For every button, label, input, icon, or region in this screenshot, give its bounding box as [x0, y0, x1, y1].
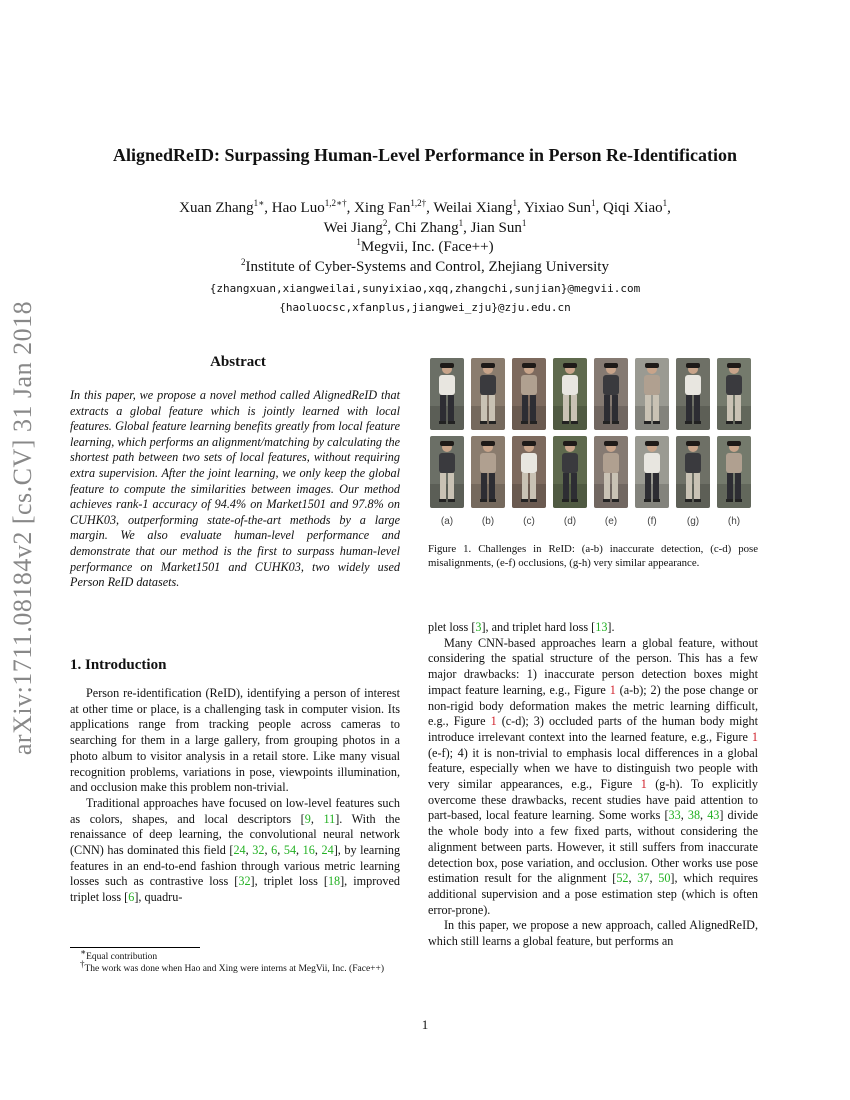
person-crop-image	[553, 358, 587, 430]
person-crop-image	[512, 436, 546, 508]
author-affiliation-mark: 1	[591, 198, 596, 208]
affiliation-2-sup: 2	[241, 257, 246, 267]
author-name: Xing Fan	[354, 200, 411, 216]
text-run: ], improved triplet loss [	[70, 874, 400, 905]
figure-reference-link[interactable]: 1	[751, 729, 758, 744]
author-name: Weilai Xiang	[433, 200, 513, 216]
page-number: 1	[421, 1017, 429, 1032]
person-crop-image	[717, 358, 751, 430]
author-line-2	[0, 220, 850, 237]
introduction-heading: 1. Introduction	[70, 657, 167, 673]
citation-link[interactable]: 13	[595, 620, 608, 634]
text-run: plet loss [	[428, 620, 476, 634]
text-run: In this paper, we propose a new approach, called AlignedReID, which still learns a global feature, but performs an	[428, 918, 758, 949]
citation-link[interactable]: 11	[323, 811, 336, 826]
text-run: ,	[264, 843, 272, 858]
text-run: ,	[245, 843, 253, 858]
citation-link[interactable]: 18	[327, 874, 341, 889]
figure-sublabel: (d)	[563, 516, 577, 527]
citation-link[interactable]: 24	[233, 843, 246, 858]
text-run: ,	[649, 871, 659, 886]
body-paragraph	[70, 686, 400, 796]
citation-link[interactable]: 6	[271, 843, 278, 858]
author-affiliation-mark: 1	[521, 218, 527, 228]
paper-title: AlignedReID: Surpassing Human-Level Performance in Person Re-Identification	[113, 145, 737, 165]
affiliation-2	[0, 259, 850, 276]
author-affiliation-mark: 1∗	[253, 198, 265, 208]
text-run: ], which requires additional supervision and a pose estimation step (which is often error-prone).	[428, 871, 758, 917]
author-name: Yixiao Sun	[523, 200, 592, 216]
figure-sublabel: (g)	[686, 516, 700, 527]
person-crop-image	[676, 436, 710, 508]
person-crop-image	[635, 358, 669, 430]
text-run: (e-f); 4) it is non-trivial to emphasis local differences in a global feature, especially when we have to distinguish two people with very similar appearances, e.g., Figure	[428, 745, 758, 792]
author-separator: ,	[264, 200, 272, 216]
citation-link[interactable]: 9	[304, 811, 311, 826]
text-run: ]. With the renaissance of deep learning, the convolutional neural network (CNN) has dominated this field [	[70, 811, 401, 858]
person-crop-image	[471, 436, 505, 508]
author-name: Chi Zhang	[394, 220, 459, 236]
footnotes	[70, 946, 400, 975]
text-run: ,	[680, 808, 688, 823]
author-name: Wei Jiang	[323, 220, 383, 236]
author-separator: ,	[387, 220, 395, 236]
footnote-1-text: Equal contribution	[86, 952, 158, 962]
text-run: Many CNN-based approaches learn a global feature, without considering the spatial structure of the person. This has a few major drawbacks: 1) inaccurate person detection boxes might impact feature learning, e.g., Figure	[428, 635, 758, 697]
author-line-1	[0, 200, 850, 217]
figure-reference-link[interactable]: 1	[490, 714, 497, 729]
author-name: Xuan Zhang	[179, 200, 254, 216]
text-run: (g-h). To explicitly overcome these drawbacks, recent studies have paid attention to part-based, local feature learning. Some works [	[428, 777, 758, 823]
figure-reference-link[interactable]: 1	[609, 682, 616, 697]
affiliation-1-sup: 1	[356, 237, 361, 247]
text-run: ,	[314, 843, 322, 858]
body-paragraph	[428, 918, 758, 949]
person-crop-image	[553, 436, 587, 508]
email-line-2[interactable]: {haoluocsc,xfanplus,jiangwei_zju}@zju.edu.cn	[279, 301, 571, 314]
author-separator: ,	[463, 220, 471, 236]
text-run: ,	[296, 843, 303, 858]
citation-link[interactable]: 37	[637, 871, 650, 886]
author-affiliation-mark: 2	[382, 218, 388, 228]
figure-1-caption: Figure 1. Challenges in ReID: (a-b) inaccurate detection, (c-d) pose misalignments, (e-f) occlusions, (g-h) very similar appearance.	[428, 543, 758, 569]
footnote-1-mark: ∗	[80, 946, 87, 957]
introduction-right-column	[428, 620, 758, 950]
person-crop-image	[430, 436, 464, 508]
text-run: Person re-identification (ReID), identifying a person of interest at other time or place, is a challenging task in computer vision. Its applications range from tracking people across cameras to searching for them in a large gallery, from grouping photos in a photo album to visitor analysis in a retail store. Like many visual recognition problems, variations in pose, viewpoints illumination, and occlusion make this problem non-trivial.	[70, 686, 400, 795]
text-run: ], triplet loss [	[250, 874, 328, 889]
text-run: ,	[700, 808, 708, 823]
figure-1-sublabels	[430, 516, 760, 530]
footnote-rule	[70, 947, 200, 948]
figure-sublabel: (a)	[440, 516, 454, 527]
citation-link[interactable]: 32	[252, 843, 265, 858]
person-crop-image	[594, 358, 628, 430]
affiliation-1	[0, 239, 850, 256]
person-crop-image	[635, 436, 669, 508]
citation-link[interactable]: 43	[707, 808, 720, 823]
citation-link[interactable]: 33	[668, 808, 681, 823]
abstract-text: In this paper, we propose a novel method called AlignedReID that extracts a global feature which is jointly learned with local features. Global feature learning benefits greatly from local feature learning, which performs an alignment/matching by calculating the shortest path between two sets of local features, without requiring extra supervision. After the joint learning, we only keep the global feature to compute the similarities between images. Our method achieves rank-1 accuracy of 94.4% on Market1501 and 97.8% on CUHK03, outperforming state-of-the-art methods by a large margin. We also evaluate human-level performance and demonstrate that our method is the first to surpass human-level performance on Market1501 and CUHK03, two widely used Person ReID datasets.	[70, 388, 400, 590]
author-separator: ,	[346, 200, 355, 216]
person-crop-image	[676, 358, 710, 430]
citation-link[interactable]: 32	[238, 874, 251, 889]
author-affiliation-mark: 1	[662, 198, 668, 208]
text-run: ,	[277, 843, 284, 858]
author-name: Hao Luo	[271, 200, 325, 216]
abstract-heading: Abstract	[210, 354, 266, 370]
figure-1-image-grid	[430, 358, 760, 510]
person-crop-image	[512, 358, 546, 430]
citation-link[interactable]: 52	[616, 871, 629, 886]
text-run: ], and triplet hard loss [	[481, 620, 596, 634]
affiliation-2-text: Institute of Cyber-Systems and Control, Zhejiang University	[245, 259, 609, 275]
body-paragraph	[428, 620, 758, 636]
author-affiliation-mark: 1	[512, 198, 517, 208]
person-crop-image	[717, 436, 751, 508]
citation-link[interactable]: 6	[128, 890, 135, 905]
text-run: Traditional approaches have focused on low-level features such as colors, shapes, and local descriptors [	[70, 795, 400, 826]
figure-sublabel: (e)	[604, 516, 618, 527]
figure-sublabel: (h)	[727, 516, 741, 527]
author-name: Jian Sun	[470, 220, 522, 236]
author-affiliation-mark: 1,2†	[410, 198, 427, 208]
citation-link[interactable]: 16	[302, 843, 315, 858]
footnote-2-mark: †	[80, 958, 85, 969]
text-run: ], by learning features in an end-to-end fashion through various metric learning losses such as contrastive loss [	[70, 843, 401, 889]
author-separator: ,	[426, 200, 434, 216]
text-run: ] divide the whole body into a few fixed parts, without considering the alignment between parts. However, it still suffers from inaccurate detection box, pose variation, and occlusion. Other works use pose estimation result for the alignment [	[428, 808, 759, 886]
introduction-left-column	[70, 686, 400, 906]
citation-link[interactable]: 3	[475, 620, 482, 634]
text-run: (c-d); 3) occluded parts of the human body might introduce irrelevant context into the learned feature, e.g., Figure	[428, 714, 758, 744]
text-run: ], quadru-	[134, 890, 183, 905]
person-crop-image	[471, 358, 505, 430]
arxiv-stamp-text: arXiv:1711.08184v2 [cs.CV] 31 Jan 2018	[8, 300, 37, 756]
figure-reference-link[interactable]: 1	[640, 777, 647, 792]
citation-link[interactable]: 24	[321, 843, 334, 858]
figure-sublabel: (c)	[523, 516, 535, 527]
person-crop-image	[430, 358, 464, 430]
citation-link[interactable]: 54	[283, 843, 297, 858]
author-separator: ,	[667, 200, 671, 216]
author-name: Qiqi Xiao	[603, 200, 663, 216]
author-affiliation-mark: 1	[458, 218, 464, 228]
affiliation-1-text: Megvii, Inc. (Face++)	[360, 239, 494, 255]
body-paragraph	[70, 796, 400, 906]
citation-link[interactable]: 50	[658, 871, 671, 886]
text-run: ,	[628, 871, 638, 886]
citation-link[interactable]: 38	[687, 808, 701, 823]
author-separator: ,	[595, 200, 604, 216]
figure-sublabel: (f)	[647, 516, 657, 527]
footnote-intern	[70, 958, 400, 975]
text-run: ,	[310, 811, 324, 826]
text-run: ].	[607, 620, 615, 634]
email-line-1[interactable]: {zhangxuan,xiangweilai,sunyixiao,xqq,zhangchi,sunjian}@megvii.com	[209, 282, 641, 295]
footnote-2-text: The work was done when Hao and Xing were interns at MegVii, Inc. (Face++)	[84, 964, 385, 974]
text-run: (a-b); 2) the pose change or non-rigid body deformation makes the metric learning difficult, e.g., Figure	[428, 682, 758, 729]
author-separator: ,	[517, 200, 524, 216]
person-crop-image	[594, 436, 628, 508]
author-affiliation-mark: 1,2∗†	[324, 198, 347, 208]
arxiv-stamp	[2, 300, 44, 756]
body-paragraph	[428, 636, 758, 919]
figure-sublabel: (b)	[481, 516, 495, 527]
footnote-equal-contribution	[70, 946, 400, 963]
